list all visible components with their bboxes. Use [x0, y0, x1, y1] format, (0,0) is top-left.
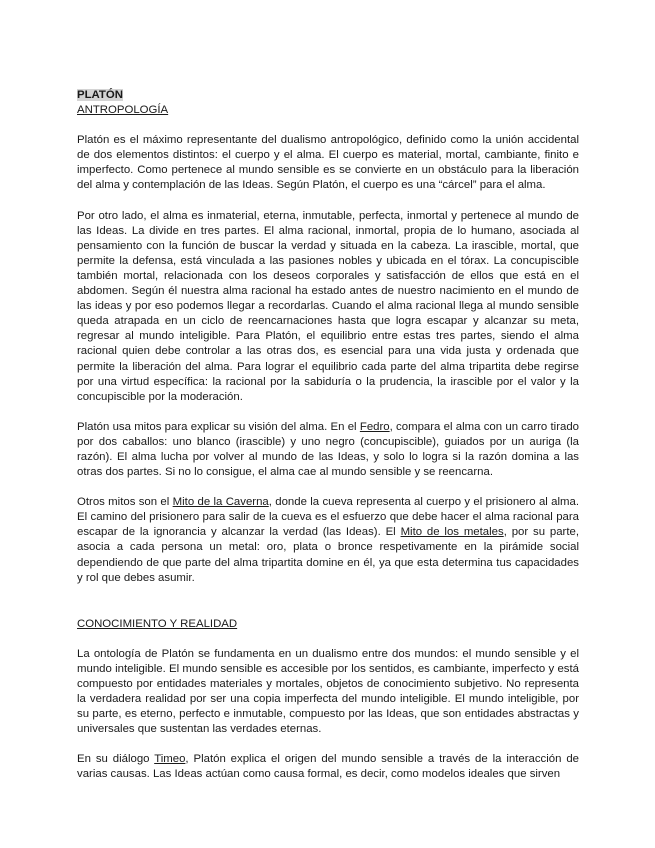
section-heading-antropologia: ANTROPOLOGÍA: [77, 104, 169, 117]
paragraph-1: Platón es el máximo representante del dualismo antropológico, definido como la unión accidental de dos elementos distintos: el cuerpo y el alma. El cuerpo es material, mortal, cambiante, finito e imperfecto. Como pertenece al mundo sensible es se convierte en un obstáculo para la liberación del alma y contemplación de las Ideas. Según Platón, el cuerpo es una “cárcel” para el alma.: [77, 134, 579, 192]
caverna-link[interactable]: Mito de la Caverna: [172, 496, 269, 509]
paragraph-3: Platón usa mitos para explicar su visión del alma. En el Fedro, compara el alma con un carro tirado por dos caballos: uno blanco (irascible) y uno negro (concupiscible), guiados por un auriga (la razón). El alma lucha por volver al mundo de las Ideas, y solo lo logra si la razón domina a las otras dos partes. Si no lo consigue, el alma cae al mundo sensible y se reencarna.: [77, 420, 579, 479]
paragraph-5: La ontología de Platón se fundamenta en un dualismo entre dos mundos: el mundo sensible y el mundo inteligible. El mundo sensible es accesible por los sentidos, es cambiante, imperfecto y está compuesto por entidades materiales y mortales, objetos de conocimiento subjetivo. No representa la verdadera realidad por ser una copia imperfecta del mundo inteligible. El mundo inteligible, por su parte, es eterno, perfecto e inmutable, compuesto por las Ideas, que son entidades abstractas y universales que sustentan las verdades eternas.: [77, 647, 579, 736]
metales-link[interactable]: Mito de los metales: [400, 526, 504, 539]
document-title: PLATÓN: [77, 89, 123, 101]
section-heading-conocimiento: CONOCIMIENTO Y REALIDAD: [77, 617, 238, 630]
paragraph-6: En su diálogo Timeo, Platón explica el origen del mundo sensible a través de la interacción de varias causas. Las Ideas actúan como causa formal, es decir, como modelos ideales que sirven: [77, 753, 579, 781]
paragraph-4: Otros mitos son el Mito de la Caverna, donde la cueva representa al cuerpo y el prisionero al alma. El camino del prisionero para salir de la cueva es el esfuerzo que debe hacer el alma racional para escapar de la ignorancia y alcanzar la verdad (las Ideas). El Mito de los metales, por su parte, asocia a cada persona un metal: oro, plata o bronce respetivamente en la pirámide social dependiendo de que parte del alma tripartita domine en él, ya que esta determina tus capacidades y rol que debes asumir.: [77, 496, 580, 584]
document-page: [77, 88, 579, 783]
timeo-link[interactable]: Timeo: [154, 753, 186, 766]
fedro-link[interactable]: Fedro: [359, 420, 390, 433]
paragraph-2: Por otro lado, el alma es inmaterial, eterna, inmutable, perfecta, inmortal y pertenece al mundo de las Ideas. La divide en tres partes. El alma racional, inmortal, propia de lo humano, asociada al pensamiento con la función de buscar la verdad y situada en la cabeza. La irascible, mortal, que permite la defensa, está vinculada a las pasiones nobles y ubicada en el tórax. La concupiscible también mortal, relacionada con los deseos corporales y satisfacción de ellos que está en el abdomen. Según él nuestra alma racional ha estado antes de nuestro nacimiento en el mundo de las ideas y por eso podemos llegar a recordarlas. Cuando el alma racional llega al mundo sensible queda atrapada en un ciclo de reencarnaciones hasta que logra escapar y alcanzar su meta, regresar al mundo inteligible. Para Platón, el equilibrio entre estas tres partes, siendo el alma racional quien debe controlar a las otras dos, es esencial para una vida justa y ordenada que permite la liberación del alma. Para lograr el equilibrio cada parte del alma tripartita debe regirse por una virtud específica: la racional por la sabiduría o la prudencia, la irascible por el valor y la concupiscible por la moderación.: [77, 209, 579, 403]
